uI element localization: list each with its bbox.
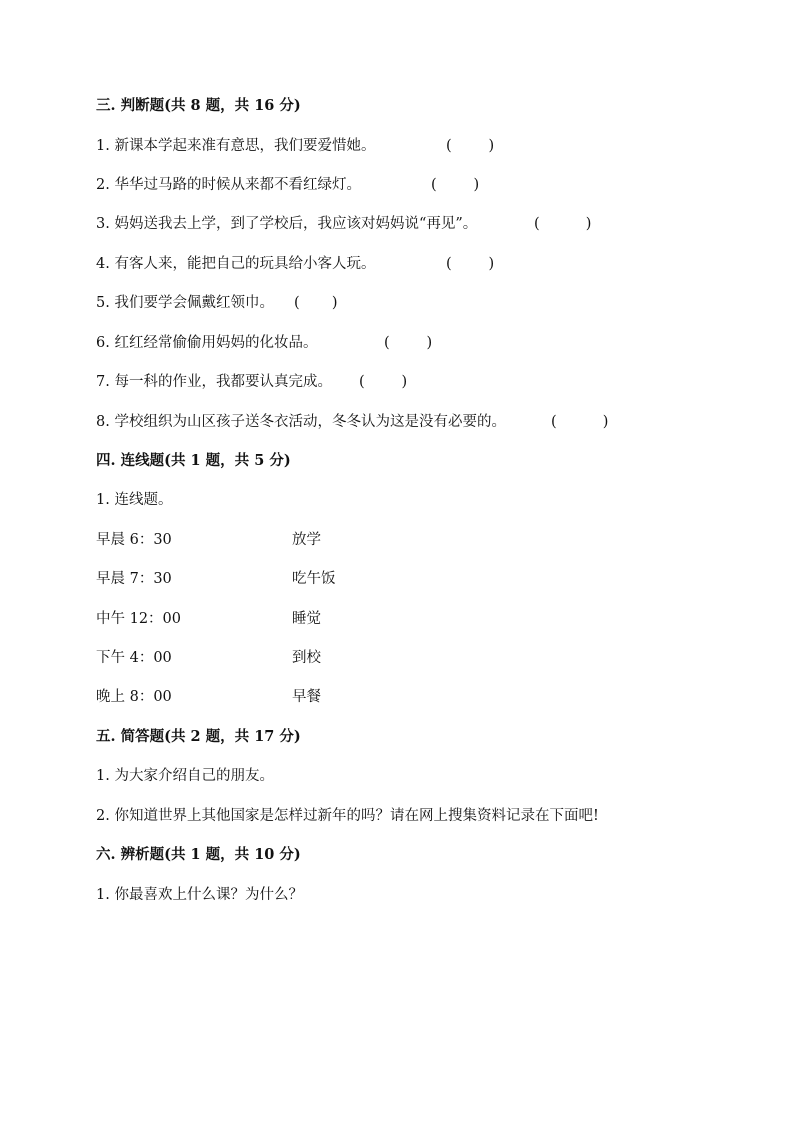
question-item: 7. 每一科的作业，我都要认真完成。 xyxy=(96,374,332,390)
match-right-item[interactable]: 放学 xyxy=(292,532,321,548)
match-left-item[interactable]: 下午 4：00 xyxy=(96,650,172,666)
match-left-item[interactable]: 早晨 7：30 xyxy=(96,571,172,587)
question-item: 1. 为大家介绍自己的朋友。 xyxy=(96,768,274,784)
question-item: 5. 我们要学会佩戴红领巾。 xyxy=(96,295,274,311)
section-heading-analysis: 六. 辨析题(共 1 题，共 10 分) xyxy=(96,846,301,863)
match-right-item[interactable]: 早餐 xyxy=(292,689,321,705)
match-right-item[interactable]: 吃午饭 xyxy=(292,571,336,587)
question-item: 1. 你最喜欢上什么课？为什么？ xyxy=(96,887,303,903)
section-heading-matching: 四. 连线题(共 1 题，共 5 分) xyxy=(96,452,291,469)
answer-blank[interactable]: ( ) xyxy=(446,138,495,154)
answer-blank[interactable]: ( ) xyxy=(294,295,338,311)
section-heading-short-answer: 五. 简答题(共 2 题，共 17 分) xyxy=(96,728,301,745)
question-item: 2. 华华过马路的时候从来都不看红绿灯。 xyxy=(96,177,361,193)
question-item: 1. 连线题。 xyxy=(96,492,173,508)
match-left-item[interactable]: 中午 12：00 xyxy=(96,611,182,627)
match-right-item[interactable]: 到校 xyxy=(292,650,321,666)
question-item: 8. 学校组织为山区孩子送冬衣活动，冬冬认为这是没有必要的。 xyxy=(96,414,506,430)
answer-blank[interactable]: ( ) xyxy=(551,414,609,430)
match-right-item[interactable]: 睡觉 xyxy=(292,611,321,627)
question-item: 1. 新课本学起来准有意思，我们要爱惜她。 xyxy=(96,138,376,154)
match-left-item[interactable]: 晚上 8：00 xyxy=(96,689,172,705)
answer-blank[interactable]: ( ) xyxy=(534,216,592,232)
answer-blank[interactable]: ( ) xyxy=(446,256,495,272)
question-item: 2. 你知道世界上其他国家是怎样过新年的吗？请在网上搜集资料记录在下面吧! xyxy=(96,808,599,824)
section-heading-judgement: 三. 判断题(共 8 题，共 16 分) xyxy=(96,97,301,114)
answer-blank[interactable]: ( ) xyxy=(359,374,408,390)
match-left-item[interactable]: 早晨 6：30 xyxy=(96,532,172,548)
answer-blank[interactable]: ( ) xyxy=(431,177,480,193)
question-item: 4. 有客人来，能把自己的玩具给小客人玩。 xyxy=(96,256,376,272)
answer-blank[interactable]: ( ) xyxy=(384,335,433,351)
question-item: 3. 妈妈送我去上学，到了学校后，我应该对妈妈说“再见”。 xyxy=(96,216,478,232)
question-item: 6. 红红经常偷偷用妈妈的化妆品。 xyxy=(96,335,318,351)
